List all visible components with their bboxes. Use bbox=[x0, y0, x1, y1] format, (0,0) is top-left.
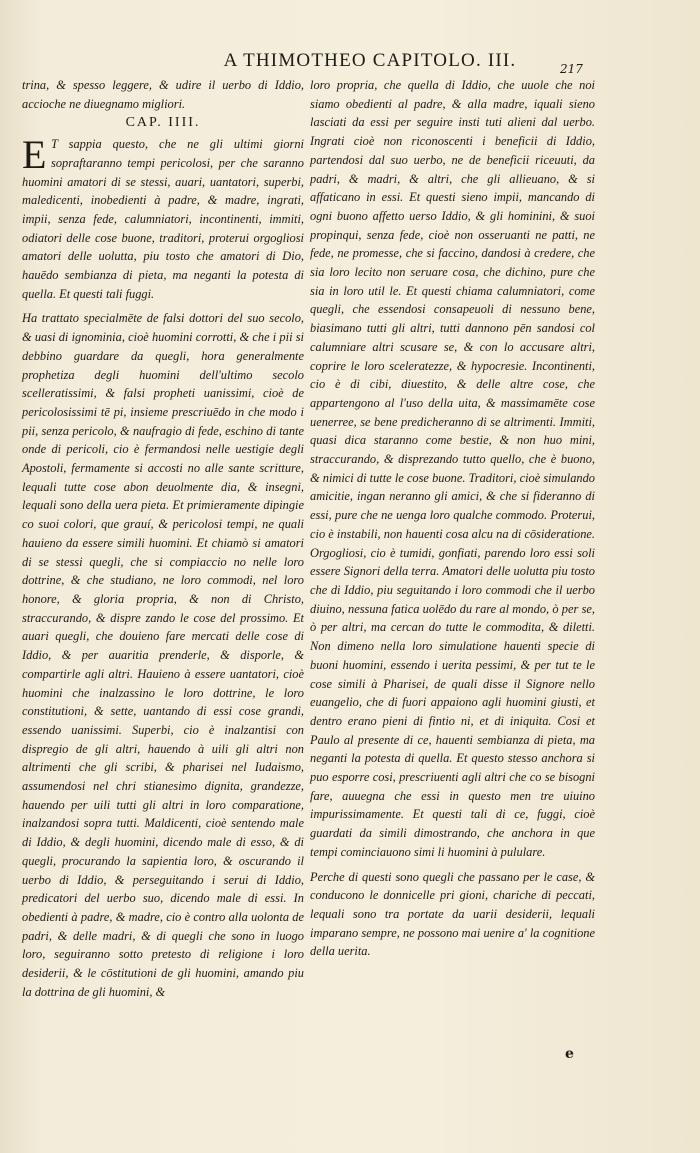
commentary-text: Ha trattato specialmēte de falsi dottori del suo secolo, & uasi di ignominia, cioè huomini corrotti, & che i pii si debbino guardare da quegli, hora generalmente prophetiza degli huomini dell'ultimo secolo scelleratissimi, & falsi propheti uanissimi, cioè de pericolosissimi tē pi, insieme prescriuēdo in che modo i pii, senza pericolo, & naufragio di fede, eschino di tante onde di pericoli, cio è fermandosi nelle uestigie degli Apostoli, fermamente si accosti no alle sante scritture, lequali tutte cose abon deuolmente dia, & insegni, lequali sono della uera pieta. Et primieramente dipingie co suoi colori, que grauí, & pericolosi tempi, ne quali hauieno da essere simili huomini. Et chiamò si amatori di se stessi quegli, che si compiaccio no nelle loro dottrine, & che studiano, ne loro commodi, nel loro honore, & gloria propria, & non di Christo, straccurando, & dispre zando le cose del prossimo. Et auari quegli, che douieno fare mercati delle cose di Iddio, & per auaritia prenderle, & disporle, & compartirle agli altri. Hauieno à essere uantatori, cioè huomini che inalzassino le loro dottrine, le loro constitutioni, & sette, uantando di essi cose grandi, essendo uanissimi. Superbi, cio è inalzantisi con dispregio de gli altri, hauendo à uili gli altri non altrimenti che gli scribi, & pharisei nel Iudaismo, assumendosi nel chri stianesimo dignita, grandezze, hauendo per uili tutti gli altri in loro comparatione, inalzandosi sopra tutti. Maldicenti, cioè sentendo male di Iddio, & degli huomini, dicendo male di esso, & di quegli, procurando la sapientia loro, & oscurando il uerbo di Iddio, & perseguitando i serui di Iddio, predicatori del uerbo suo, dicendo male di essi. In obedienti à padre, & madre, cio è contro alla uolonta de padri, & delle madri, & di quegli che sono in luogo loro, seguiranno sotto pretesto di religione i loro desiderii, & le cōstitutioni de gli huomini, amando piu la dottrina de gli huomini, & bbox=[22, 311, 304, 999]
drop-cap: E bbox=[22, 132, 47, 178]
signature-mark: e bbox=[565, 1046, 574, 1062]
verse-text-next: Perche di questi sono quegli che passano per le case, & conducono le donnicelle pri gioni, chariche di peccati, lequali sono tra portate da uarii desiderii, lequali imparano sempre, ne possono mai uenire a' la cognitione della uerita. bbox=[310, 869, 595, 959]
intro-text: trina, & spesso leggere, & udire il uerbo di Iddio, accioche ne diuegnamo migliori. bbox=[22, 78, 304, 111]
page-number: 217 bbox=[560, 62, 583, 76]
commentary-continued: loro propria, che quella di Iddio, che uuole che noi siamo obedienti al padre, & alla madre, iquali sieno lasciati da essi per seguire insti tuti alieni dal uerbo. Ingrati cioè non riconoscenti i beneficii di Iddio, partendosi dal suo uerbo, ne de beneficii riceuuti, da padri, & madri, & altri, che gli allieuano, & si affaticano in essi. Et questi sieno impii, mancando di ogni buono affetto uerso Iddio, & gli hominini, & suoi propinqui, senza fede, cioè non osseruanti ne patti, ne fede, ne promesse, che si faccino, dandosi à credere, che sia loro lecito non seruare cosa, che dichino, pure che sia in loro util le. Et questi chiama calumniatori, come quegli, che essendosi consapeuoli di nessuno bene, biasimano tutti gli altri, tutti dannono pēn sandosi col calumniare altri scusare se, & con lo accusare altri, coprire le loro sceleratezze, & hypocresie. Incontinenti, cio è di cibi, diuestito, & delle altre cose, che appartengono al l'uso della uita, & massimamēte cose uenerree, se bene predicheranno di se altrimenti. Immiti, quasi dica staranno come bestie, & non huo mini, straccurando, & disprezando tutto quello, che è buono, & nimici di tutte le cose buone. Traditori, cioè simulando amicitie, ingan neranno gli amici, & che si fideranno di essi, pure che ne uenga loro qualche commodo. Proterui, cio è instabili, non hauenti cosa alcu na di cōsideratione. Orgogliosi, cio è tumidi, gonfiati, parendo loro essi soli essere Signori della terra. Amatori delle uolutta piu tosto che di Iddio, piu seguitando i loro commodi che il uerbo diuino, nessuna fatica uolēdo du rare al mondo, ò per se, ò per altri, ma cercan do tutte le commodita, & diletti. Non dimeno nella loro simulatione hauenti specie di buoni huomini, essendo i uerita pessimi, & per tut te le cose simili à Pharisei, de quali disse il Signore nello euangelio, che di fuori appaiono agli huomini giusti, et dentro erano pieni di fintio ni, et di iniquita. Cosi et Paulo al presente di ce, hauenti sembianza di pieta, ma neganti la potesta di quella. Et questo stesso anchora si puo esporre cosi, prescriuenti agli altri che co se bisogni fare, auuegna che essi in questo men tre uiuino impurissimamente. Et questi tali di ce, fuggi, cioè guardati da simili dimostrando, che anchora in que tempi cominciauono simi li huomini à pululare. bbox=[310, 78, 595, 859]
chapter-heading: CAP. IIII. bbox=[125, 115, 201, 131]
verse-body: T sappia questo, che ne gli ultimi giorni sopraftaranno tempi pericolosi, per che saranno huomini amatori di se stessi, auari, uantatori, superbi, maledicenti, inobedienti à padre, & madre, ingrati, impii, senza fede, calumniatori, incontinenti, immiti, odiatori delle cose buone, traditori, proterui orgogliosi amatori delle uolutta, piu tosto che amatori di Dio, hauēdo sembianza di pieta, ma neganti la potesta di quella. Et questi tali fuggi. bbox=[22, 137, 304, 301]
running-head: A THIMOTHEO CAPITOLO. III. bbox=[223, 50, 517, 71]
right-column bbox=[310, 76, 595, 961]
verse-text bbox=[22, 132, 304, 303]
left-column bbox=[22, 76, 304, 1001]
